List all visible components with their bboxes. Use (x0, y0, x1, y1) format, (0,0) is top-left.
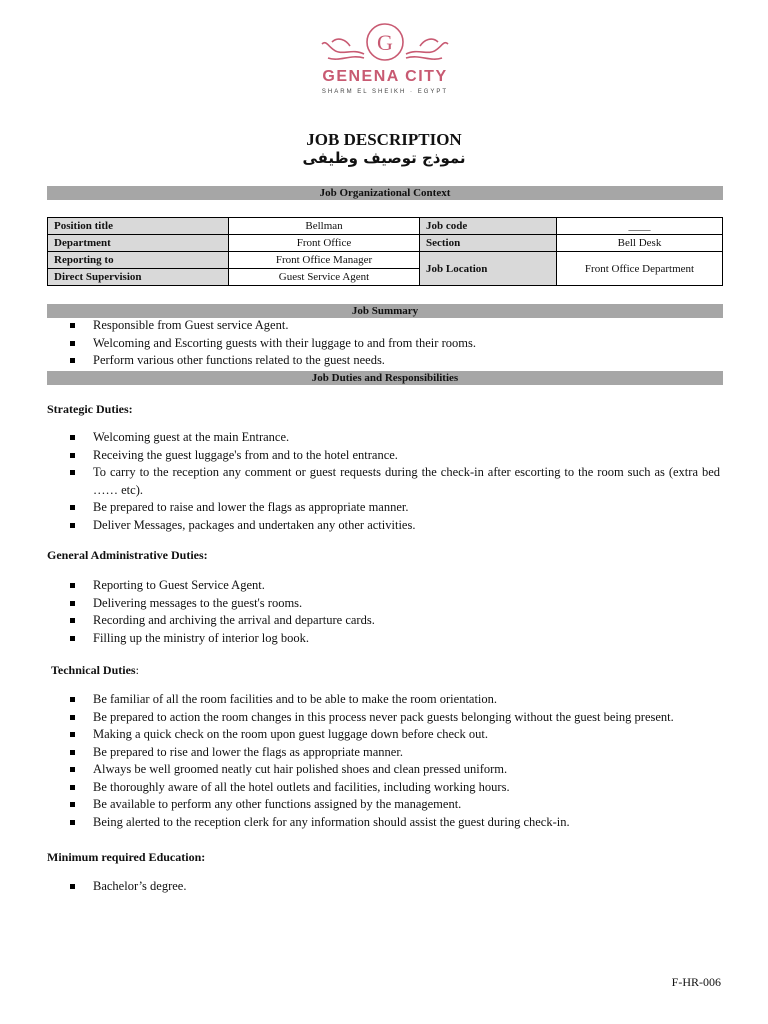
bullet-icon (70, 523, 75, 528)
list-item: Be available to perform any other functions assigned by the management. (70, 796, 720, 814)
job-summary-heading: Job Summary (47, 304, 723, 318)
job-location-label: Job Location (420, 252, 557, 286)
position-title-label: Position title (48, 218, 229, 235)
list-item: Delivering messages to the guest's rooms. (70, 595, 375, 613)
list-item: Making a quick check on the room upon guest luggage down before check out. (70, 726, 720, 744)
job-code-label: Job code (420, 218, 557, 235)
bullet-icon (70, 358, 75, 363)
direct-supervision-value: Guest Service Agent (229, 269, 420, 286)
list-item: Be familiar of all the room facilities and to be able to make the room orientation. (70, 691, 720, 709)
duties-heading: Job Duties and Responsibilities (47, 371, 723, 385)
technical-duties-list (70, 691, 720, 831)
section-value: Bell Desk (557, 235, 723, 252)
strategic-duties-heading: Strategic Duties: (47, 402, 133, 416)
bullet-icon (70, 453, 75, 458)
department-value: Front Office (229, 235, 420, 252)
admin-duties-list (70, 577, 375, 647)
bullet-icon (70, 505, 75, 510)
department-label: Department (48, 235, 229, 252)
brand-name: GENENA CITY (322, 68, 448, 85)
bullet-icon (70, 323, 75, 328)
document-title-arabic: نموذج توصيف وظيفى (302, 149, 466, 167)
logo-emblem-icon (312, 20, 458, 72)
job-code-value: ____ (557, 218, 723, 235)
bullet-icon (70, 341, 75, 346)
list-item: Reporting to Guest Service Agent. (70, 577, 375, 595)
bullet-icon (70, 802, 75, 807)
job-summary-list (70, 317, 476, 370)
bullet-icon (70, 820, 75, 825)
table-row (48, 252, 723, 269)
bullet-icon (70, 470, 75, 475)
bullet-icon (70, 435, 75, 440)
bullet-icon (70, 767, 75, 772)
bullet-icon (70, 884, 75, 889)
list-item: To carry to the reception any comment or guest requests during the check-in after escorting to the room such as (extra bed …… etc). (70, 464, 720, 499)
list-item: Be prepared to action the room changes in this process never pack guests belonging without the guest being present. (70, 709, 720, 727)
org-context-table (47, 217, 723, 286)
form-code: F-HR-006 (671, 975, 721, 989)
list-item: Recording and archiving the arrival and departure cards. (70, 612, 375, 630)
strategic-duties-list (70, 429, 720, 534)
education-list (70, 878, 186, 896)
list-item: Welcoming and Escorting guests with their luggage to and from their rooms. (70, 335, 476, 353)
direct-supervision-label: Direct Supervision (48, 269, 229, 286)
brand-location: SHARM EL SHEIKH · EGYPT (321, 89, 449, 95)
list-item: Receiving the guest luggage's from and to the hotel entrance. (70, 447, 720, 465)
list-item: Be prepared to raise and lower the flags as appropriate manner. (70, 499, 720, 517)
bullet-icon (70, 732, 75, 737)
list-item: Responsible from Guest service Agent. (70, 317, 476, 335)
position-title-value: Bellman (229, 218, 420, 235)
bullet-icon (70, 636, 75, 641)
section-label: Section (420, 235, 557, 252)
list-item: Being alerted to the reception clerk for any information should assist the guest during check-in. (70, 814, 720, 832)
bullet-icon (70, 601, 75, 606)
job-location-value: Front Office Department (557, 252, 723, 286)
list-item: Be thoroughly aware of all the hotel outlets and facilities, including working hours. (70, 779, 720, 797)
list-item: Bachelor’s degree. (70, 878, 186, 896)
education-heading: Minimum required Education: (47, 850, 206, 864)
bullet-icon (70, 750, 75, 755)
reporting-to-value: Front Office Manager (229, 252, 420, 269)
list-item: Perform various other functions related to the guest needs. (70, 352, 476, 370)
admin-duties-heading: General Administrative Duties: (47, 548, 208, 562)
brand-logo (312, 20, 458, 100)
reporting-to-label: Reporting to (48, 252, 229, 269)
table-row (48, 218, 723, 235)
svg-text:G: G (377, 30, 393, 55)
document-title: JOB DESCRIPTION (306, 130, 462, 149)
list-item: Be prepared to rise and lower the flags as appropriate manner. (70, 744, 720, 762)
bullet-icon (70, 715, 75, 720)
table-row (48, 235, 723, 252)
bullet-icon (70, 618, 75, 623)
bullet-icon (70, 583, 75, 588)
list-item: Welcoming guest at the main Entrance. (70, 429, 720, 447)
org-context-heading: Job Organizational Context (47, 186, 723, 200)
bullet-icon (70, 697, 75, 702)
list-item: Deliver Messages, packages and undertaken any other activities. (70, 517, 720, 535)
list-item: Filling up the ministry of interior log book. (70, 630, 375, 648)
technical-duties-heading: Technical Duties: (51, 663, 139, 677)
list-item: Always be well groomed neatly cut hair polished shoes and clean pressed uniform. (70, 761, 720, 779)
bullet-icon (70, 785, 75, 790)
